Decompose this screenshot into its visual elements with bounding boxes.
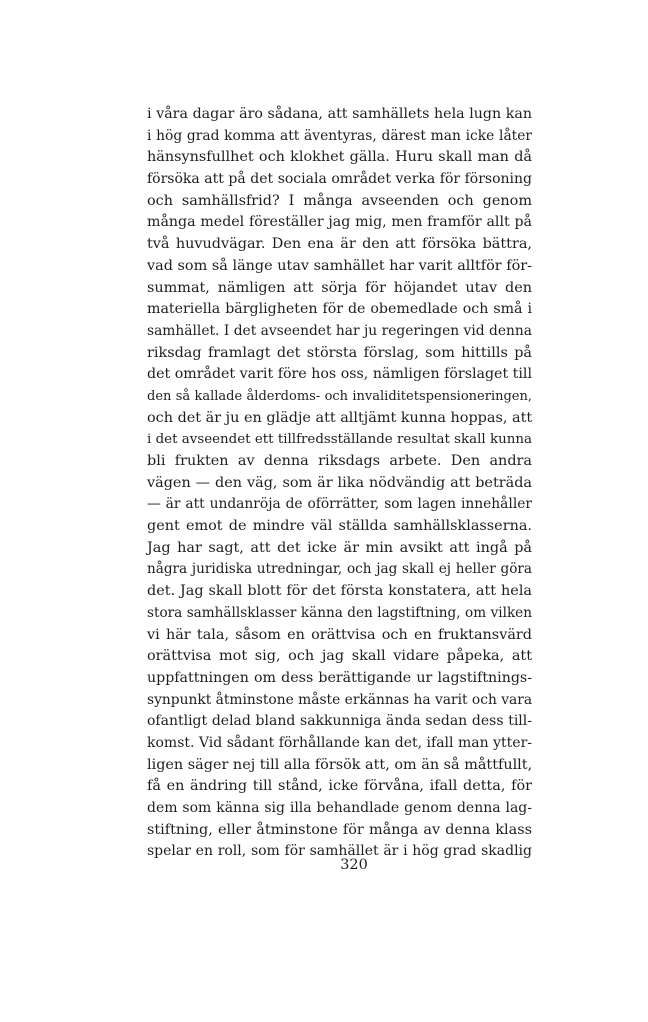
text-line: i våra dagar äro sådana, att samhällets hela lugn kan bbox=[147, 106, 532, 122]
text-line: orättvisa mot sig, och jag skall vidare påpeka, att bbox=[147, 648, 532, 665]
text-line: några juridiska utredningar, och jag skall ej heller göra bbox=[147, 561, 532, 578]
text-line: summat, nämligen att sörja för höjandet utav den bbox=[147, 279, 532, 296]
text-line: spelar en roll, som för samhället är i hög grad skadlig bbox=[147, 843, 532, 860]
text-line: dem som känna sig illa behandlade genom denna lag- bbox=[147, 800, 532, 816]
text-line: uppfattningen om dess berättigande ur lagstiftnings- bbox=[147, 669, 532, 686]
body-text bbox=[147, 104, 532, 863]
text-line: vi här tala, såsom en orättvisa och en fruktansvärd bbox=[147, 626, 532, 643]
text-line: i hög grad komma att äventyras, därest man icke låter bbox=[147, 127, 532, 144]
text-line: försöka att på det sociala området verka för försoning bbox=[147, 171, 532, 188]
text-line: — är att undanröja de oförrätter, som lagen innehåller bbox=[147, 496, 532, 513]
text-line: vad som så länge utav samhället har varit alltför för- bbox=[147, 257, 532, 274]
text-line: synpunkt åtminstone måste erkännas ha varit och vara bbox=[147, 691, 533, 708]
text-line: materiella bärgligheten för de obemedlade och små i bbox=[147, 301, 532, 318]
text-line: få en ändring till stånd, icke förvåna, ifall detta, för bbox=[147, 778, 532, 795]
text-line: två huvudvägar. Den ena är den att försöka bättra, bbox=[147, 236, 532, 253]
text-line: samhället. I det avseendet har ju regeringen vid denna bbox=[147, 322, 532, 339]
text-line: ofantligt delad bland sakkunniga ända sedan dess till- bbox=[147, 713, 532, 730]
text-line: stiftning, eller åtminstone för många av denna klass bbox=[147, 821, 532, 838]
text-line: det området varit före hos oss, nämligen förslaget till bbox=[147, 366, 532, 383]
text-line: och samhällsfrid? I många avseenden och genom bbox=[147, 192, 532, 209]
page-number: 320 bbox=[340, 857, 368, 873]
text-line: många medel föreställer jag mig, men framför allt på bbox=[147, 214, 532, 231]
text-line: den så kallade ålderdoms- och invaliditetspensioneringen, bbox=[147, 388, 532, 404]
text-line: Jag har sagt, att det icke är min avsikt att ingå på bbox=[147, 539, 532, 556]
text-line: gent emot de mindre väl ställda samhällsklasserna. bbox=[147, 518, 532, 535]
text-line: hänsynsfullhet och klokhet gälla. Huru skall man då bbox=[147, 149, 532, 166]
text-line: riksdag framlagt det största förslag, som hittills på bbox=[147, 344, 532, 361]
text-line: bli frukten av denna riksdags arbete. Den andra bbox=[147, 453, 532, 469]
text-line: stora samhällsklasser känna den lagstiftning, om vilken bbox=[147, 604, 532, 621]
text-line: och det är ju en glädje att alltjämt kunna hoppas, att bbox=[147, 409, 533, 426]
text-line: ligen säger nej till alla försök att, om än så måttfullt, bbox=[147, 756, 533, 773]
text-line: det. Jag skall blott för det första konstatera, att hela bbox=[147, 583, 532, 600]
text-line: vägen — den väg, som är lika nödvändig att beträda bbox=[147, 474, 532, 491]
text-line: i det avseendet ett tillfredsställande resultat skall kunna bbox=[147, 432, 532, 448]
text-line: komst. Vid sådant förhållande kan det, ifall man ytter- bbox=[147, 734, 532, 751]
